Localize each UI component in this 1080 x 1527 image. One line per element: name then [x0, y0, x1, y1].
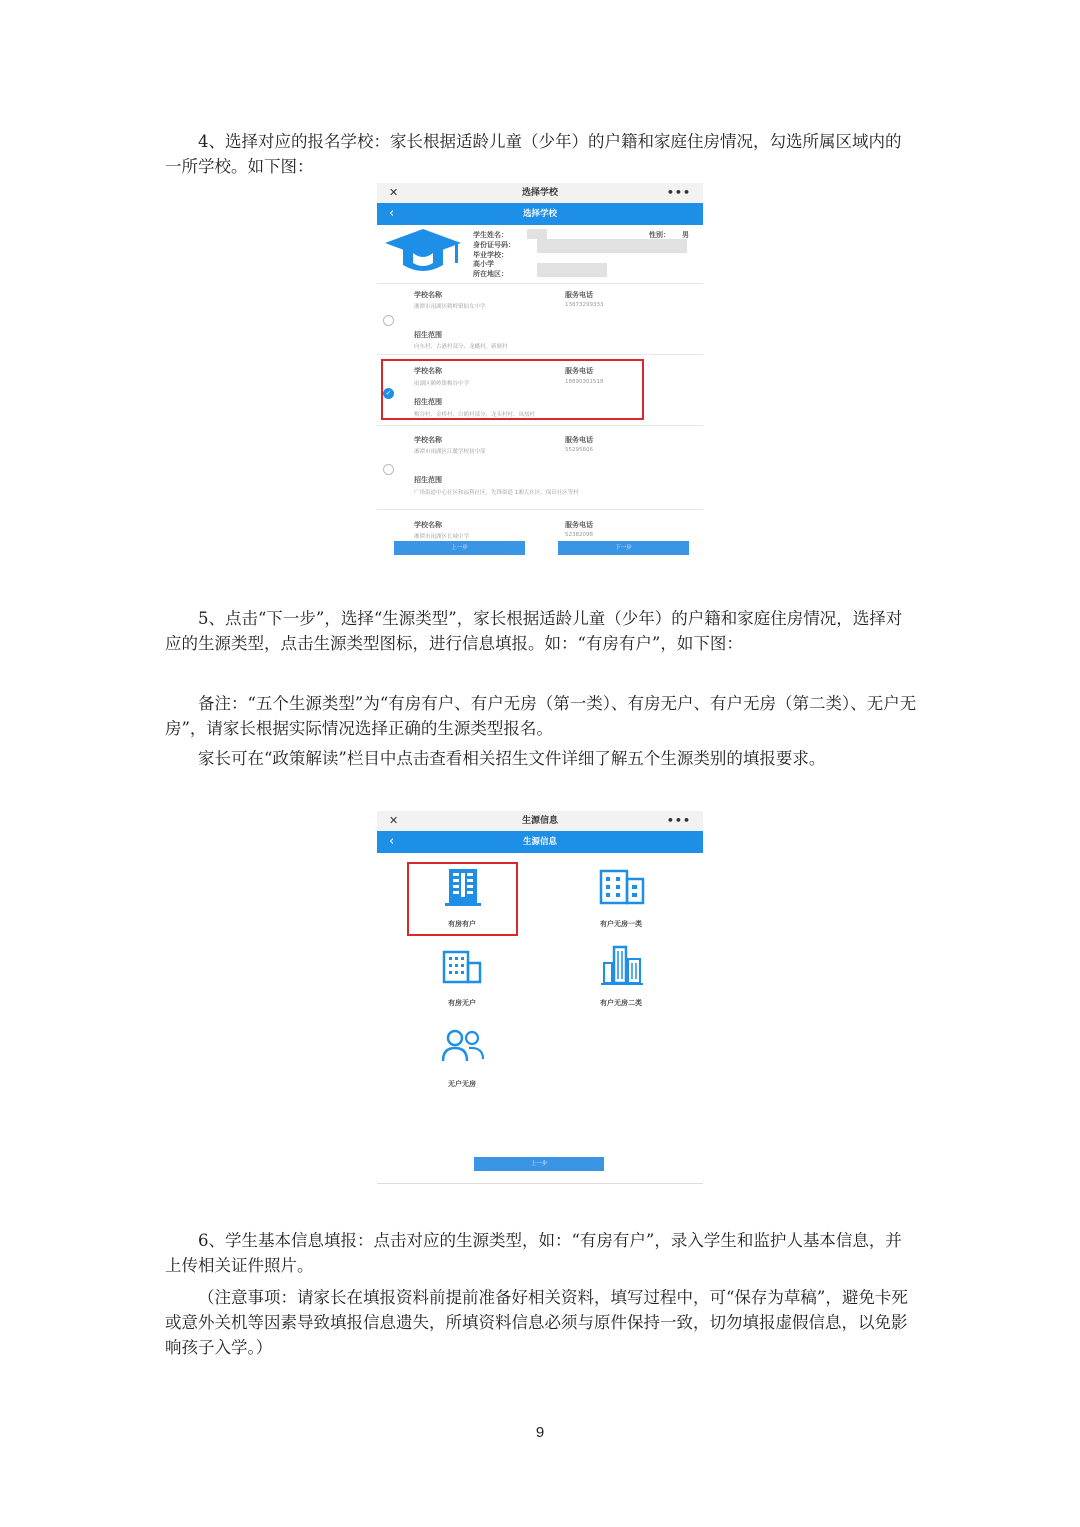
school-name: 湘潭市雨湖区江麓学校初中部 [414, 449, 486, 455]
prev-button[interactable]: 上一步 [394, 541, 525, 555]
phone-label: 服务电话 [565, 291, 593, 299]
school-label: 毕业学校： [473, 251, 508, 259]
school-value: 高小学 [473, 260, 494, 268]
id-number-label: 身份证号码： [473, 241, 515, 249]
graduation-cap-icon [383, 227, 463, 277]
school-name: 雨湖区鹤岭镇梅谷中学 [414, 381, 470, 387]
window-title: 生源信息 [521, 816, 558, 826]
office-building-icon [598, 867, 646, 907]
phone-number: 13873299333 [565, 302, 604, 308]
close-icon[interactable]: ✕ [389, 186, 399, 199]
more-icon[interactable]: ••• [666, 186, 691, 199]
school-name: 湘潭市雨湖区长城中学 [414, 534, 470, 540]
school-name: 湘潭市雨湖区鹤岭镇仙女中学 [414, 304, 486, 310]
blurred-name [527, 229, 547, 239]
radio-button[interactable] [383, 315, 394, 326]
type-tile-hukou-no-house-2[interactable] [566, 945, 676, 1017]
radio-button[interactable] [383, 464, 394, 475]
prev-button[interactable]: 上一步 [474, 1157, 604, 1171]
selection-highlight-box [381, 359, 644, 420]
source-type-screenshot [377, 811, 703, 1186]
page-title: 生源信息 [522, 837, 557, 847]
type-tile-has-house-no-hukou[interactable] [407, 945, 517, 1017]
phone-number: 55295606 [565, 447, 593, 453]
note-paragraph-2: 家长可在“政策解读”栏目中点击查看相关招生文件详细了解五个生源类别的填报要求。 [198, 749, 826, 768]
type-tile-hukou-no-house-1[interactable] [566, 863, 676, 935]
student-name-label: 学生姓名： [473, 231, 508, 239]
scope-text: 向东村、古港村部分、龙蟠村、新塘村 [414, 344, 508, 350]
window-title-bar [377, 811, 703, 831]
school-name-label: 学校名称 [414, 367, 442, 375]
school-name-label: 学校名称 [414, 521, 442, 529]
phone-number: 18890301518 [565, 379, 604, 385]
type-label: 有户无房一类 [600, 920, 642, 928]
people-icon [441, 1029, 485, 1063]
type-label: 有房有户 [448, 920, 476, 928]
page-header [377, 203, 703, 225]
back-icon[interactable]: ‹ [389, 834, 395, 849]
close-icon[interactable]: ✕ [389, 814, 399, 827]
school-name-label: 学校名称 [414, 436, 442, 444]
apartment-icon [441, 949, 483, 985]
selection-highlight-box [407, 862, 518, 936]
gender-value: 男 [682, 231, 689, 239]
city-buildings-icon [600, 945, 644, 987]
page-title: 选择学校 [522, 209, 557, 219]
scope-label: 招生范围 [414, 398, 442, 406]
page-header [377, 831, 703, 853]
scope-label: 招生范围 [414, 476, 442, 484]
blurred-region [537, 263, 607, 277]
school-name-label: 学校名称 [414, 291, 442, 299]
phone-label: 服务电话 [565, 367, 593, 375]
radio-button-checked[interactable]: ✓ [383, 388, 394, 399]
select-school-screenshot [377, 183, 703, 565]
more-icon[interactable]: ••• [666, 814, 691, 827]
region-label: 所在地区： [473, 270, 508, 278]
blurred-id [537, 239, 687, 253]
back-icon[interactable]: ‹ [389, 206, 395, 221]
paragraph-step-5: 5、点击“下一步”，选择“生源类型”，家长根据适龄儿童（少年）的户籍和家庭住房情况，选择对应的生源类型，点击生源类型图标，进行信息填报。如：“有房有户”，如下图： [165, 609, 903, 653]
page-number: 9 [535, 1424, 545, 1441]
note-paragraph: 备注：“五个生源类型”为“有房有户、有户无房（第一类）、有房无户、有户无房（第二类）、无户无房”，请家长根据实际情况选择正确的生源类型报名。 [165, 694, 917, 738]
type-label: 有户无房二类 [600, 999, 642, 1007]
scope-text: 梅谷村、金桥村、白鹤村部分、龙头村村、凤凰村 [414, 412, 536, 418]
scope-label: 招生范围 [414, 331, 442, 339]
notice-paragraph: （注意事项：请家长在填报资料前提前准备好相关资料，填写过程中，可“保存为草稿”，避免卡死或意外关机等因素导致填报信息遗失，所填资料信息必须与原件保持一致，切勿填报虚假信息，以免影响孩子入学。） [165, 1288, 908, 1357]
window-title: 选择学校 [521, 188, 558, 198]
phone-label: 服务电话 [565, 521, 593, 529]
type-tile-no-hukou-no-house[interactable] [407, 1027, 517, 1095]
gender-label: 性别： [649, 231, 670, 239]
phone-label: 服务电话 [565, 436, 593, 444]
scope-text: 广场街道中心社区和福利社区、先锋街道 1湘大社区、保田社区等村 [414, 490, 579, 496]
window-title-bar [377, 183, 703, 203]
paragraph-step-6: 6、学生基本信息填报：点击对应的生源类型，如：“有房有户”，录入学生和监护人基本信息，并上传相关证件照片。 [165, 1231, 902, 1275]
type-label: 有房无户 [448, 999, 476, 1007]
phone-number: 52382098 [565, 532, 593, 538]
type-label: 无户无房 [448, 1080, 476, 1088]
paragraph-step-4: 4、选择对应的报名学校：家长根据适龄儿童（少年）的户籍和家庭住房情况，勾选所属区域内的一所学校。如下图： [165, 132, 902, 176]
next-button[interactable]: 下一步 [558, 541, 689, 555]
